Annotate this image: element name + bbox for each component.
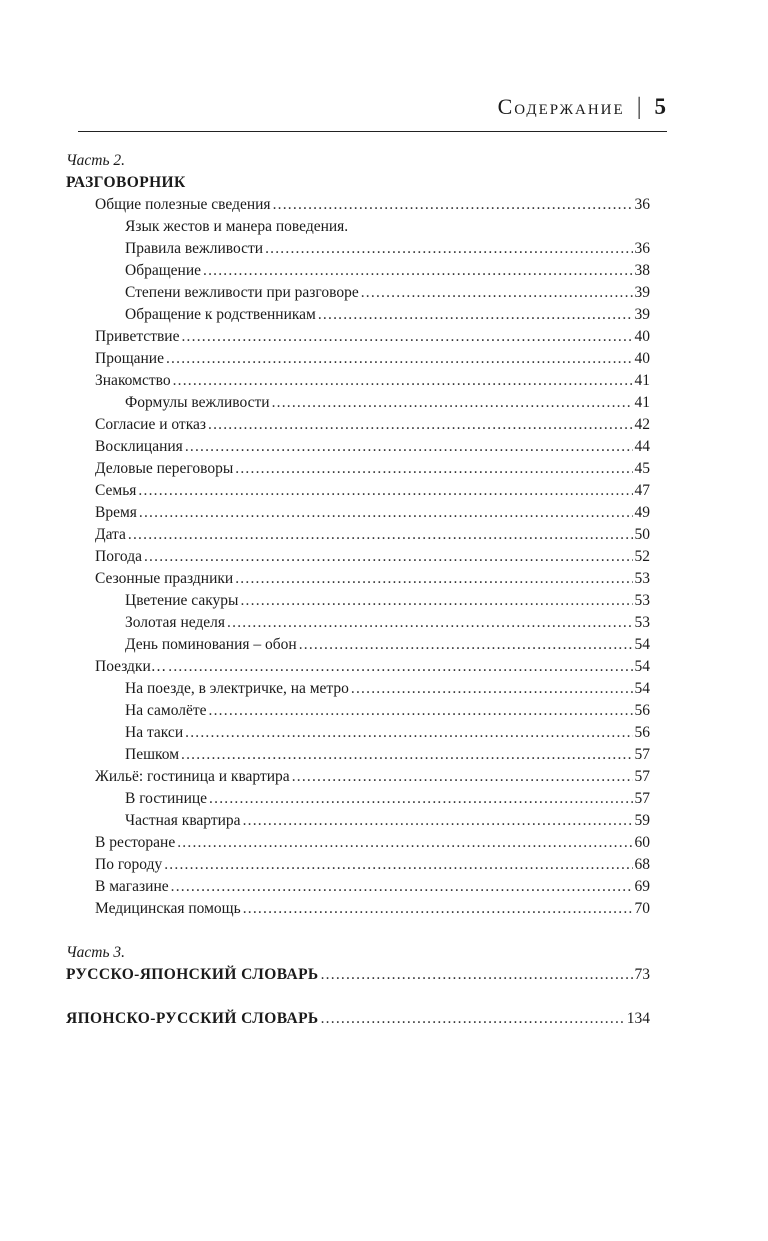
toc-entry-title: Язык жестов и манера поведения. — [125, 218, 349, 235]
toc-entry-title: Прощание — [95, 350, 164, 367]
toc-entry[interactable] — [66, 722, 650, 744]
toc-entry[interactable] — [66, 678, 650, 700]
toc-entry-page: 45 — [634, 460, 650, 477]
toc-entry[interactable] — [66, 810, 650, 832]
dot-leader — [209, 700, 633, 722]
toc-entry-page: 42 — [634, 416, 650, 433]
dot-leader — [227, 612, 632, 634]
toc-entry-page: 41 — [634, 372, 650, 389]
toc-entry[interactable] — [66, 568, 650, 590]
toc-entry-page: 44 — [634, 438, 650, 455]
toc-entry-title: Обращение к родственникам — [125, 306, 316, 323]
toc-entry-page: 56 — [634, 702, 650, 719]
table-of-contents — [66, 150, 650, 1030]
dot-leader — [139, 502, 633, 524]
toc-entry[interactable] — [66, 458, 650, 480]
toc-entry-title: В магазине — [95, 878, 169, 895]
spacer — [66, 920, 650, 942]
dot-leader — [171, 876, 633, 898]
dot-leader — [164, 854, 632, 876]
toc-entry[interactable] — [66, 524, 650, 546]
part-2-title: РАЗГОВОРНИК — [66, 174, 186, 191]
toc-entry[interactable] — [66, 194, 650, 216]
toc-entry[interactable] — [66, 744, 650, 766]
toc-entry-page: 57 — [634, 768, 650, 785]
toc-entry-title: Общие полезные сведения — [95, 196, 271, 213]
toc-entry-title: По городу — [95, 856, 163, 873]
toc-entry-title: Деловые переговоры — [95, 460, 234, 477]
toc-entry-title: Восклицания — [95, 438, 183, 455]
part-3-label: Часть 3. — [66, 944, 126, 961]
toc-entry-page: 36 — [634, 240, 650, 257]
toc-entry-page: 52 — [634, 548, 650, 565]
dot-leader — [321, 964, 633, 986]
toc-entry[interactable] — [66, 392, 650, 414]
toc-entry-page: 59 — [634, 812, 650, 829]
dot-leader — [318, 304, 633, 326]
running-head-title: Содержание — [497, 94, 625, 119]
toc-entry-page: 40 — [634, 328, 650, 345]
dot-leader — [181, 326, 632, 348]
toc-entry-title: Золотая неделя — [125, 614, 226, 631]
toc-entry[interactable] — [66, 590, 650, 612]
dot-leader — [321, 1008, 625, 1030]
toc-entry-page: 53 — [634, 570, 650, 587]
toc-entry-page: 73 — [634, 966, 650, 983]
dot-leader — [177, 832, 632, 854]
toc-entry-page: 57 — [634, 746, 650, 763]
toc-entry[interactable] — [66, 634, 650, 656]
toc-entry-title: На поезде, в электричке, на метро — [125, 680, 349, 697]
toc-entry[interactable] — [66, 238, 650, 260]
toc-entry[interactable] — [66, 326, 650, 348]
toc-entry-title: На самолёте — [125, 702, 207, 719]
toc-entry-page: 53 — [634, 614, 650, 631]
toc-entry-page: 47 — [634, 482, 650, 499]
part-4-title: ЯПОНСКО-РУССКИЙ СЛОВАРЬ — [66, 1010, 319, 1027]
toc-entry-title: Формулы вежливости — [125, 394, 270, 411]
part-2-label: Часть 2. — [66, 152, 126, 169]
toc-entry-title: Жильё: гостиница и квартира — [95, 768, 290, 785]
toc-entry-title: Погода — [95, 548, 142, 565]
dot-leader — [181, 744, 632, 766]
dot-leader — [144, 546, 633, 568]
dot-leader — [292, 766, 633, 788]
toc-entry-title: На такси — [125, 724, 184, 741]
page-number: 5 — [654, 94, 667, 119]
header-rule — [78, 131, 667, 132]
toc-entry-title: Приветствие — [95, 328, 180, 345]
toc-entry-page: 41 — [634, 394, 650, 411]
dot-leader — [203, 260, 633, 282]
toc-entry-page: 57 — [634, 790, 650, 807]
toc-entry[interactable] — [66, 370, 650, 392]
toc-entry-page: 36 — [634, 196, 650, 213]
toc-entry-title: Время — [95, 504, 137, 521]
toc-entry-title: Дата — [95, 526, 126, 543]
toc-entry-page: 56 — [634, 724, 650, 741]
toc-entry-page: 54 — [634, 658, 650, 675]
toc-entry-part-3[interactable] — [66, 964, 650, 986]
toc-entry[interactable] — [66, 480, 650, 502]
toc-entry[interactable] — [66, 832, 650, 854]
toc-entry-page: 50 — [634, 526, 650, 543]
toc-entry-page: 60 — [634, 834, 650, 851]
toc-entry[interactable] — [66, 766, 650, 788]
dot-leader — [235, 458, 632, 480]
toc-entry[interactable] — [66, 788, 650, 810]
dot-leader — [166, 348, 633, 370]
toc-entry-title: День поминования – обон — [125, 636, 297, 653]
toc-entry-title: Согласие и отказ — [95, 416, 206, 433]
toc-entry-page: 39 — [634, 306, 650, 323]
dot-leader — [272, 392, 633, 414]
toc-entry-page: 39 — [634, 284, 650, 301]
toc-entry[interactable] — [66, 282, 650, 304]
dot-leader — [173, 370, 633, 392]
dot-leader — [185, 722, 632, 744]
toc-entry-page: 53 — [634, 592, 650, 609]
toc-entry-page: 54 — [634, 636, 650, 653]
dot-leader — [273, 194, 633, 216]
toc-entry-title: Знакомство — [95, 372, 171, 389]
dot-leader — [361, 282, 633, 304]
toc-entry[interactable] — [66, 260, 650, 282]
toc-entry-title: Обращение — [125, 262, 201, 279]
toc-entry-page: 69 — [634, 878, 650, 895]
toc-entry-page: 134 — [626, 1010, 650, 1027]
toc-entry-page: 70 — [634, 900, 650, 917]
dot-leader — [209, 788, 632, 810]
running-head — [498, 92, 667, 122]
toc-entry-page: 40 — [634, 350, 650, 367]
toc-entry-title: В гостинице — [125, 790, 208, 807]
toc-entry-title: В ресторане — [95, 834, 176, 851]
dot-leader — [351, 678, 633, 700]
toc-entry-title: Поездки… — [95, 658, 167, 675]
toc-entry-title: Сезонные праздники — [95, 570, 234, 587]
toc-entry-title: Частная квартира — [125, 812, 241, 829]
dot-leader — [185, 436, 633, 458]
dot-leader — [208, 414, 633, 436]
toc-entry[interactable] — [66, 876, 650, 898]
toc-entry-title: Цветение сакуры — [125, 592, 239, 609]
toc-entry[interactable] — [66, 854, 650, 876]
toc-entry-title: Пешком — [125, 746, 180, 763]
dot-leader — [243, 898, 633, 920]
dot-leader — [168, 656, 632, 678]
toc-entry-title: Степени вежливости при разговоре — [125, 284, 359, 301]
part-3-title: РУССКО-ЯПОНСКИЙ СЛОВАРЬ — [66, 966, 319, 983]
toc-entry-title: Правила вежливости — [125, 240, 264, 257]
toc-entry-page: 38 — [634, 262, 650, 279]
toc-entry — [66, 216, 650, 238]
toc-entry[interactable] — [66, 656, 650, 678]
toc-entry-part-4[interactable] — [66, 1008, 650, 1030]
toc-entry-page: 54 — [634, 680, 650, 697]
running-head-separator: | — [636, 94, 643, 120]
toc-entry-page: 49 — [634, 504, 650, 521]
dot-leader — [128, 524, 633, 546]
toc-entry[interactable] — [66, 304, 650, 326]
toc-entry[interactable] — [66, 700, 650, 722]
toc-entry-title: Медицинская помощь — [95, 900, 241, 917]
dot-leader — [265, 238, 632, 260]
dot-leader — [235, 568, 632, 590]
toc-entry-page: 68 — [634, 856, 650, 873]
spacer — [66, 986, 650, 1008]
dot-leader — [243, 810, 633, 832]
toc-entry[interactable] — [66, 502, 650, 524]
toc-entry[interactable] — [66, 898, 650, 920]
dot-leader — [138, 480, 632, 502]
dot-leader — [299, 634, 633, 656]
toc-entry[interactable] — [66, 546, 650, 568]
toc-entry[interactable] — [66, 612, 650, 634]
toc-entry[interactable] — [66, 414, 650, 436]
toc-entry-title: Семья — [95, 482, 137, 499]
toc-entry[interactable] — [66, 436, 650, 458]
toc-entry[interactable] — [66, 348, 650, 370]
dot-leader — [240, 590, 632, 612]
